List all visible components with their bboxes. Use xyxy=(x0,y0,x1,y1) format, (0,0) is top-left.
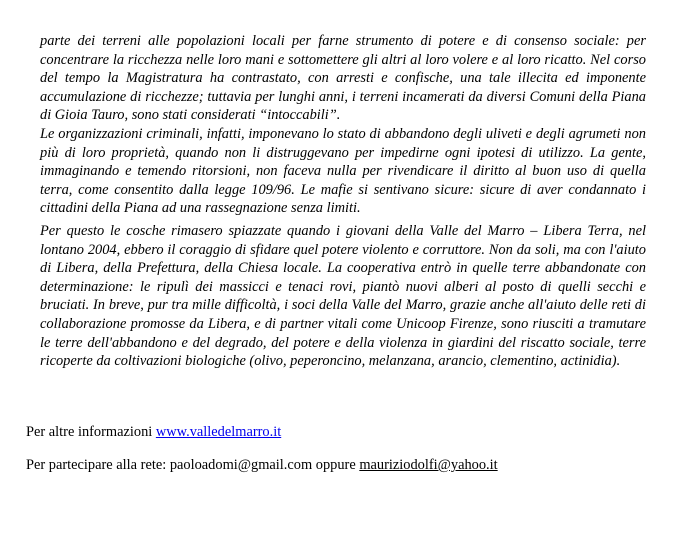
website-link[interactable]: www.valledelmarro.it xyxy=(155,424,282,440)
email-link[interactable]: mauriziodolfi@yahoo.it xyxy=(359,457,498,473)
paragraph-terreni: parte dei terreni alle popolazioni locali per farne strumento di potere e di consenso sociale: per concentrare la ricchezza nelle loro mani e sottomettere gli altri al loro volere e al loro ricatto. Nel corso del tempo la Magistratura ha contrastato, con arresti e confische, una tale illecita ed imponente accumulazione di ricchezze; tuttavia per lunghi anni, i terreni incamerati da diversi Comuni della Piana di Gioia Tauro, sono stati considerati “intoccabili”. xyxy=(40,33,646,124)
paragraph-valle-del-marro: Per questo le cosche rimasero spiazzate quando i giovani della Valle del Marro – Libera Terra, nel lontano 2004, ebbero il coraggio di sfidare quel potere violento e corruttore. Non da soli, ma con l'aiuto di Libera, della Prefettura, della Chiesa locale. La cooperativa entrò in quelle terre abbandonate con determinazione: le ripulì dei massicci e tenaci rovi, piantò nuovi alberi al posto di quelli secchi e bruciati. In breve, pur tra mille difficoltà, i soci della Valle del Marro, grazie anche all'aiuto delle reti di collaborazione promosse da Libera, e di partner vitali come Unicoop Firenze, sono riusciti a tramutare le terre dell'abbandono e del degrado, del potere e della violenza in giardini del riscatto sociale, terre ricoperte da coltivazioni biologiche (olivo, peperoncino, melanzana, arancio, clementino, actinidia). xyxy=(40,222,646,370)
join-network-label: Per partecipare alla rete: paoloadomi@gmail.com oppure xyxy=(26,457,360,473)
more-info-line xyxy=(26,423,666,441)
italic-text-block xyxy=(40,32,646,371)
paragraph-organizzazioni: Le organizzazioni criminali, infatti, imponevano lo stato di abbandono degli uliveti e degli agrumeti non più di loro proprietà, quando non li distruggevano per impedirne ogni ipotesi di utilizzo. La gente, immaginando e temendo ritorsioni, non faceva nulla per rivendicare il diritto al buon uso di quella terra, come consentito dalla legge 109/96. Le mafie si sentivano sicure: sicure di aver condannato i cittadini della Piana ad una rassegnazione senza limiti. xyxy=(40,125,646,217)
more-info-label: Per altre informazioni xyxy=(26,424,156,440)
join-network-line xyxy=(26,456,666,474)
